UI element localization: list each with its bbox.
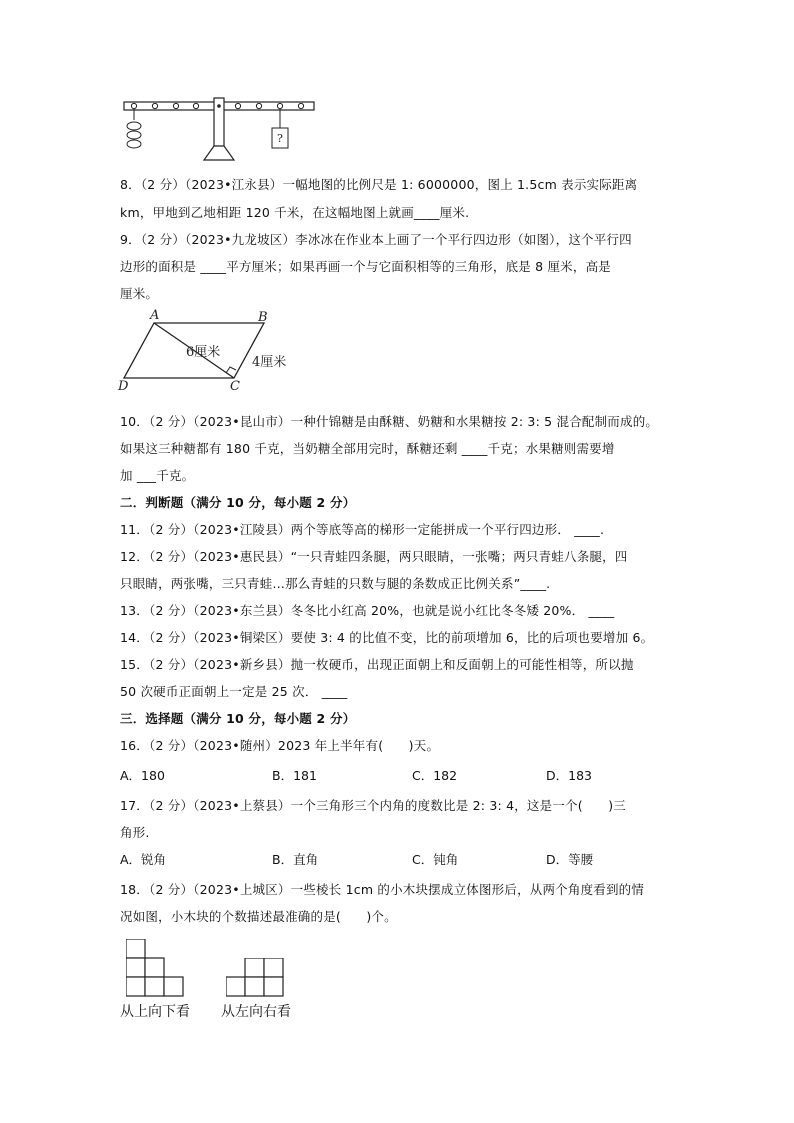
top-view-caption: 从上向下看 [120, 1004, 190, 1020]
q16-line1: 16．（2 分）（2023•随州）2023 年上半年有( )天。 [120, 738, 440, 753]
balance-base [204, 146, 234, 160]
q9-line2: 边形的面积是 ____平方厘米；如果再画一个与它面积相等的三角形，底是 8 厘米，高是 [120, 259, 611, 274]
section-3-title: 三．选择题（满分 10 分，每小题 2 分） [120, 711, 356, 726]
q9-line1: 9．（2 分）（2023•九龙坡区）李冰冰在作业本上画了一个平行四边形（如图），这个平行四 [120, 232, 632, 247]
vertex-b-label: B [258, 310, 268, 325]
weight-2 [127, 131, 141, 139]
q18-line2: 况如图，小木块的个数描述最准确的是( )个。 [120, 909, 397, 924]
q16-option-d: D．183 [546, 768, 592, 783]
balance-figure [118, 96, 318, 164]
q13-line1: 13．（2 分）（2023•东兰县）冬冬比小红高 20%，也就是说小红比冬冬矮 20%． ____ [120, 603, 615, 618]
side-length-label: 4厘米 [252, 355, 287, 370]
top-view-figure [126, 939, 186, 997]
q8-line1: 8．（2 分）（2023•江永县）一幅地图的比例尺是 1: 6000000，图上 1.5cm 表示实际距离 [120, 177, 638, 192]
q18-line1: 18．（2 分）（2023•上城区）一些棱长 1cm 的小木块摆成立体图形后，从两个角度看到的情 [120, 882, 645, 897]
q14-line1: 14．（2 分）（2023•铜梁区）要使 3: 4 的比值不变，比的前项增加 6，比的后项也要增加 6。 [120, 630, 654, 645]
q11-line1: 11．（2 分）（2023•江陵县）两个等底等高的梯形一定能拼成一个平行四边形． ____. [120, 522, 605, 537]
weight-3 [127, 140, 141, 148]
left-view-caption: 从左向右看 [221, 1004, 291, 1020]
right-angle-marker [226, 367, 236, 373]
vertex-c-label: C [230, 379, 240, 390]
parallelogram-figure [116, 308, 306, 390]
weight-1 [127, 122, 141, 130]
q10-line3: 加 ___千克。 [120, 468, 195, 483]
diagonal-length-label: 6厘米 [186, 345, 221, 360]
q17-option-c: C．钝角 [412, 852, 459, 867]
q12-line2: 只眼睛，两张嘴，三只青蛙…那么青蛙的只数与腿的条数成正比例关系”____. [120, 576, 551, 591]
unknown-box-label: ? [277, 132, 283, 145]
q17-option-a: A．锐角 [120, 852, 167, 867]
q10-line2: 如果这三种糖都有 180 千克，当奶糖全部用完时，酥糖还剩 ____千克；水果糖则需要增 [120, 441, 615, 456]
q17-option-d: D．等腰 [546, 852, 594, 867]
vertex-d-label: D [118, 379, 129, 390]
left-view-figure [226, 958, 286, 998]
q16-option-a: A．180 [120, 768, 165, 783]
vertex-a-label: A [150, 308, 160, 323]
q16-option-c: C．182 [412, 768, 458, 783]
q17-option-b: B．直角 [272, 852, 319, 867]
q10-line1: 10．（2 分）（2023•昆山市）一种什锦糖是由酥糖、奶糖和水果糖按 2: 3: 5 混合配制而成的。 [120, 414, 659, 429]
q16-option-b: B．181 [272, 768, 317, 783]
q17-line1: 17．（2 分）（2023•上蔡县）一个三角形三个内角的度数比是 2: 3: 4，这是一个( )三 [120, 798, 626, 813]
q17-line2: 角形. [120, 825, 150, 840]
q15-line2: 50 次硬币正面朝上一定是 25 次． ____ [120, 684, 348, 699]
q9-line3: 厘米。 [120, 286, 159, 301]
q15-line1: 15．（2 分）（2023•新乡县）抛一枚硬币，出现正面朝上和反面朝上的可能性相等，所以抛 [120, 657, 634, 672]
q12-line1: 12．（2 分）（2023•惠民县）“一只青蛙四条腿，两只眼睛，一张嘴；两只青蛙八条腿，四 [120, 549, 628, 564]
section-2-title: 二．判断题（满分 10 分，每小题 2 分） [120, 495, 356, 510]
q8-line2: km，甲地到乙地相距 120 千米，在这幅地图上就画____厘米. [120, 205, 470, 220]
